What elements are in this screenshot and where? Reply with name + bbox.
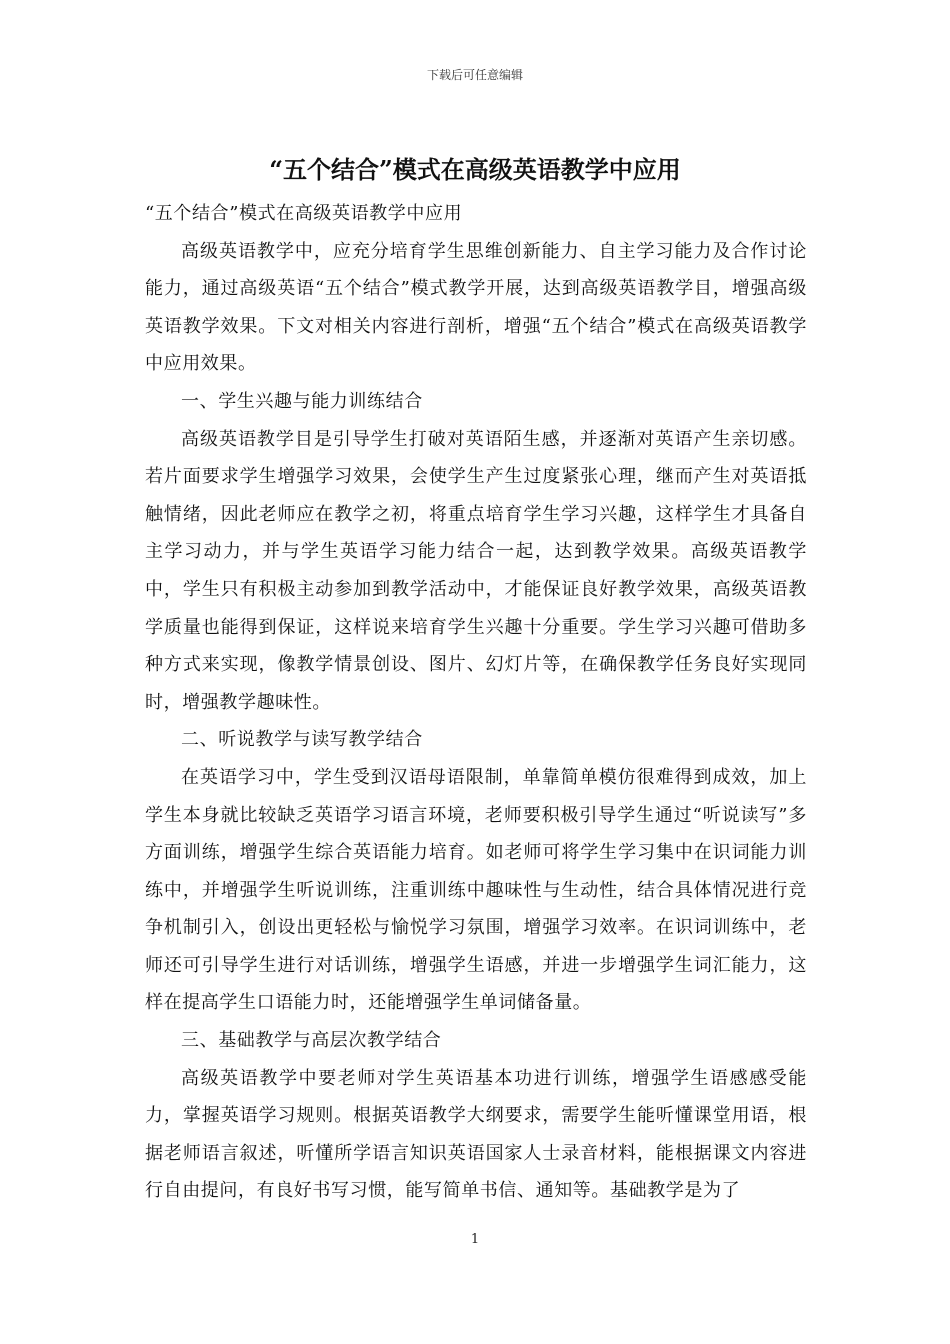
document-body — [145, 195, 807, 1210]
section-heading: 二、听说教学与读写教学结合 — [181, 729, 423, 751]
page-number: 1 — [470, 1232, 480, 1247]
document-subtitle: “五个结合”模式在高级英语教学中应用 — [145, 203, 463, 224]
body-paragraph: 高级英语教学目是引导学生打破对英语陌生感，并逐渐对英语产生亲切感。若片面要求学生增强学习效果，会使学生产生过度紧张心理，继而产生对英语抵触情绪，因此老师应在教学之初，将重点培育学生学习兴趣，这样学生才具备自主学习动力，并与学生英语学习能力结合一起，达到教学效果。高级英语教学中，学生只有积极主动参加到教学活动中，才能保证良好教学效果，高级英语教学质量也能得到保证，这样说来培育学生兴趣十分重要。学生学习兴趣可借助多种方式来实现，像教学情景创设、图片、幻灯片等，在确保教学任务良好实现同时，增强教学趣味性。 — [145, 428, 807, 713]
page-header: 下载后可任意编辑 — [426, 68, 523, 82]
body-paragraph: 高级英语教学中，应充分培育学生思维创新能力、自主学习能力及合作讨论能力，通过高级英语“五个结合”模式教学开展，达到高级英语教学目，增强高级英语教学效果。下文对相关内容进行剖析，增强“五个结合”模式在高级英语教学中应用效果。 — [145, 240, 807, 375]
section-heading: 一、学生兴趣与能力训练结合 — [181, 390, 423, 412]
body-paragraph: 高级英语教学中要老师对学生英语基本功进行训练，增强学生语感感受能力，掌握英语学习规则。根据英语教学大纲要求，需要学生能听懂课堂用语，根据老师语言叙述，听懂所学语言知识英语国家人士录音材料，能根据课文内容进行自由提问，有良好书写习惯，能写简单书信、通知等。基础教学是为了 — [145, 1067, 807, 1202]
section-heading: 三、基础教学与高层次教学结合 — [181, 1030, 442, 1052]
document-title: “五个结合”模式在高级英语教学中应用 — [269, 155, 681, 184]
body-paragraph: 在英语学习中，学生受到汉语母语限制，单靠简单模仿很难得到成效，加上学生本身就比较缺乏英语学习语言环境，老师要积极引导学生通过“听说读写”多方面训练，增强学生综合英语能力培育。如老师可将学生学习集中在识词能力训练中，并增强学生听说训练，注重训练中趣味性与生动性，结合具体情况进行竞争机制引入，创设出更轻松与愉悦学习氛围，增强学习效率。在识词训练中，老师还可引导学生进行对话训练，增强学生语感，并进一步增强学生词汇能力，这样在提高学生口语能力时，还能增强学生单词储备量。 — [145, 766, 807, 1014]
